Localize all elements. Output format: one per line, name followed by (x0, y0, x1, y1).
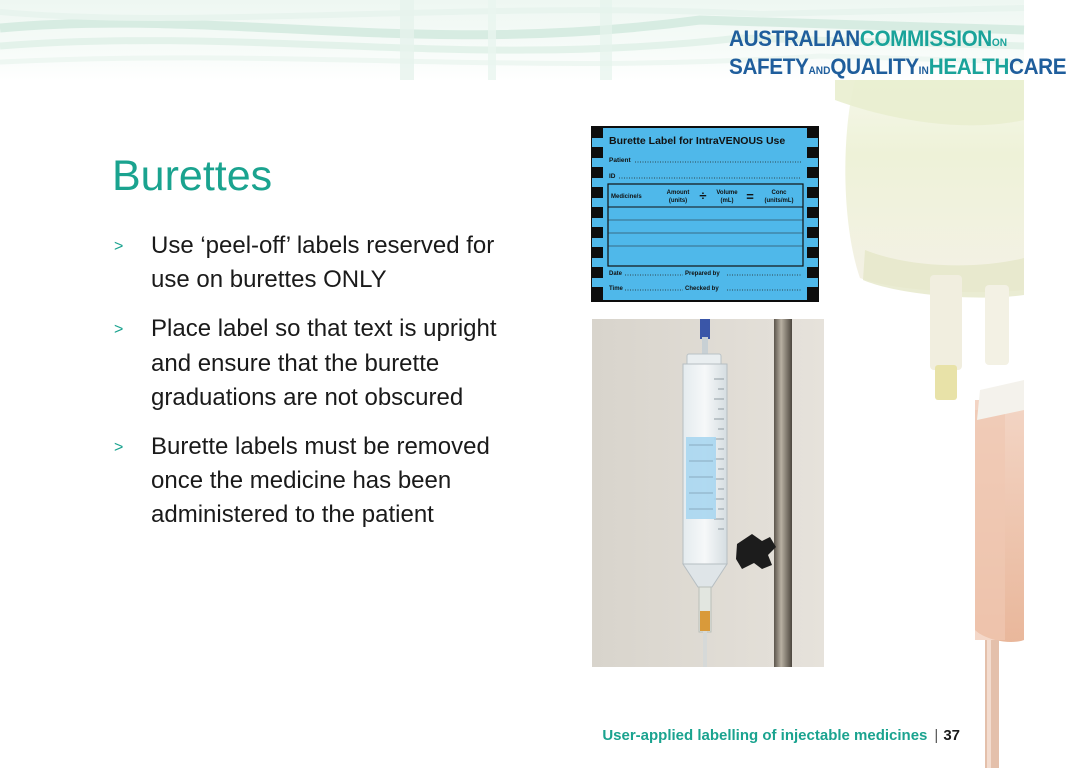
commission-logo (729, 26, 1066, 83)
label-col-amount-unit: (units) (668, 198, 688, 204)
label-col-conc-unit: (units/mL) (764, 198, 794, 204)
logo-line-2: SAFETYANDQUALITYINHEALTHCARE (729, 54, 1066, 79)
bullet-item (114, 312, 524, 415)
label-prepared-by: Prepared by (685, 271, 720, 277)
iv-bag-image (835, 80, 1024, 768)
burette-photo (592, 319, 824, 667)
burette-label-image (589, 124, 821, 304)
bullet-marker: > (114, 439, 124, 457)
footer (602, 727, 960, 744)
label-heading: Burette Label for IntraVENOUS Use (609, 135, 786, 147)
page-number: 37 (943, 727, 960, 744)
slide-title: Burettes (112, 152, 273, 200)
label-col-medicine: Medicine/s (611, 194, 642, 200)
label-time: Time (609, 286, 623, 292)
bullet-marker: > (114, 321, 124, 339)
bullet-item (114, 430, 524, 533)
bullet-list (114, 229, 524, 548)
bullet-text: Place label so that text is upright and ensure that the burette graduations are not obscured (151, 315, 497, 411)
label-id: ID (609, 173, 616, 180)
label-checked-by: Checked by (685, 286, 719, 292)
label-date: Date (609, 271, 623, 277)
footer-separator: | (934, 727, 939, 744)
label-patient: Patient (609, 157, 631, 164)
bullet-marker: > (114, 238, 124, 255)
label-equals-sign: = (746, 189, 754, 204)
label-col-conc: Conc (771, 190, 787, 196)
label-col-volume-unit: (mL) (720, 198, 734, 204)
label-col-volume: Volume (716, 190, 738, 196)
bullet-text: Use ‘peel-off’ labels reserved for use on burettes ONLY (151, 232, 495, 294)
bullet-item (114, 229, 524, 297)
footer-title: User-applied labelling of injectable medicines (602, 727, 928, 744)
logo-line-1: AUSTRALIANCOMMISSIONON (729, 26, 1008, 51)
bullet-text: Burette labels must be removed once the medicine has been administered to the patient (151, 433, 490, 529)
label-divide-sign: ÷ (699, 188, 707, 203)
label-col-amount: Amount (666, 190, 690, 196)
